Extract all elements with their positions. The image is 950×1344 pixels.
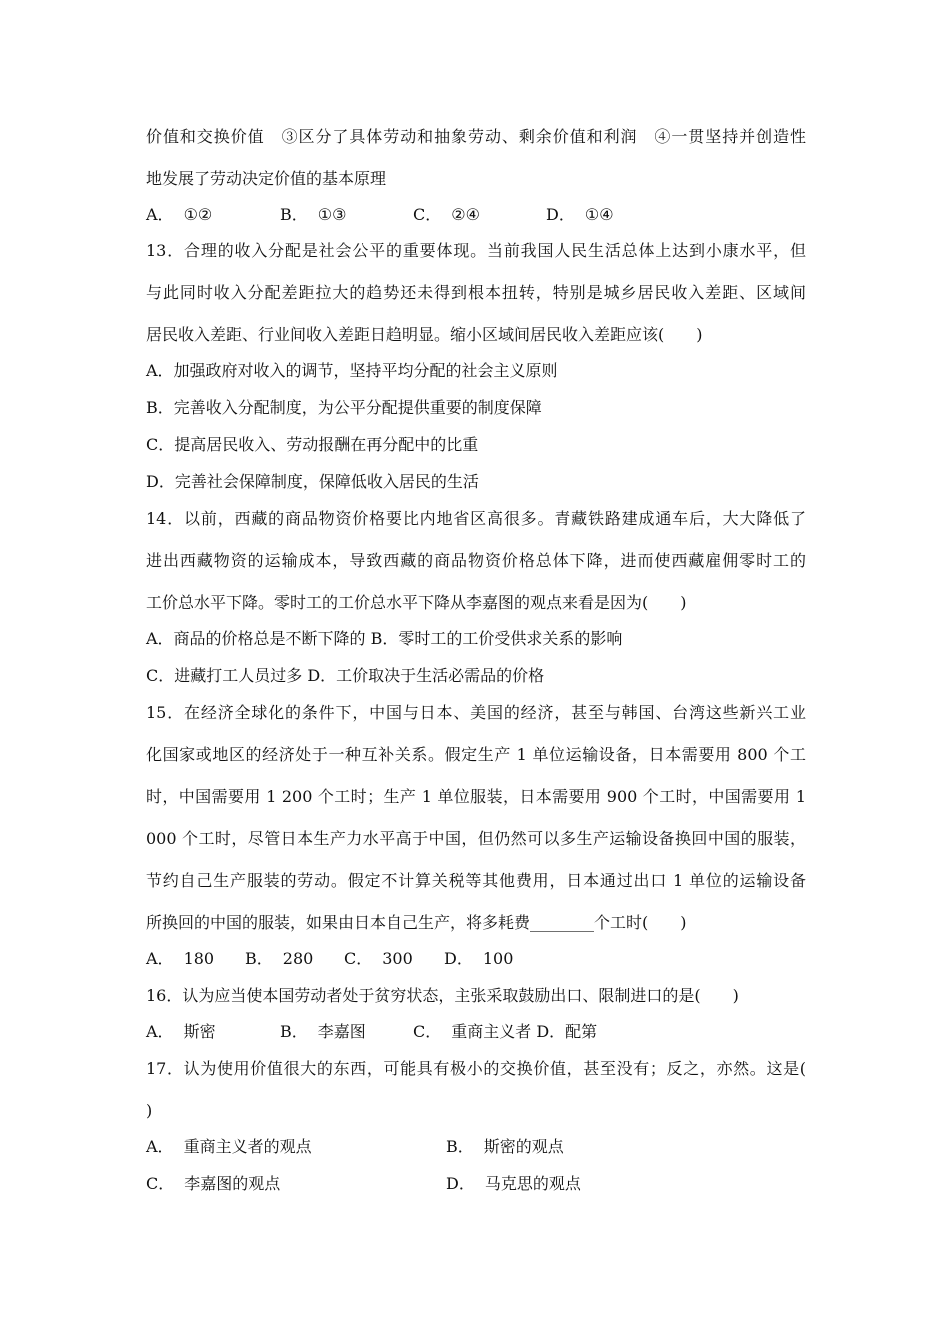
option-letter: D． bbox=[546, 205, 575, 224]
option-letter: A． bbox=[146, 205, 174, 224]
q17-text-line-1: 17．认为使用价值很大的东西，可能具有极小的交换价值，甚至没有；反之，亦然。这是( bbox=[146, 1059, 806, 1078]
option-text: 300 bbox=[382, 949, 413, 968]
q13-option-d: D．完善社会保障制度，保障低收入居民的生活 bbox=[146, 472, 479, 491]
option-text: ①③ bbox=[317, 205, 347, 224]
q13-option-c: C．提高居民收入、劳动报酬在再分配中的比重 bbox=[146, 435, 479, 454]
q14-options-cd: C．进藏打工人员过多 D．工价取决于生活必需品的价格 bbox=[146, 666, 545, 685]
q14-options-ab: A．商品的价格总是不断下降的 B．零时工的工价受供求关系的影响 bbox=[146, 629, 623, 648]
option-text: 李嘉图的观点 bbox=[184, 1174, 281, 1193]
q12-option-d bbox=[546, 205, 614, 225]
q17-option-a bbox=[146, 1137, 312, 1157]
q13-option-a: A．加强政府对收入的调节，坚持平均分配的社会主义原则 bbox=[146, 361, 558, 380]
option-text: 李嘉图 bbox=[317, 1022, 366, 1041]
option-text: 280 bbox=[282, 949, 314, 968]
q13-text-line-2: 与此同时收入分配差距拉大的趋势还未得到根本扭转，特别是城乡居民收入差距、区域间 bbox=[146, 283, 806, 302]
q16-text-line-1: 16．认为应当使本国劳动者处于贫穷状态，主张采取鼓励出口、限制进口的是( ) bbox=[146, 986, 739, 1005]
q17-option-b bbox=[446, 1137, 564, 1157]
q13-text-line-1: 13．合理的收入分配是社会公平的重要体现。当前我国人民生活总体上达到小康水平，但 bbox=[146, 241, 806, 260]
option-letter: C． bbox=[146, 1174, 175, 1193]
q12-text-line-2: 地发展了劳动决定价值的基本原理 bbox=[146, 169, 387, 188]
q17-text-line-2: ) bbox=[146, 1101, 153, 1120]
option-letter: A． bbox=[146, 949, 174, 968]
q15-text-line-6: 所换回的中国的服装，如果由日本自己生产，将多耗费________个工时( ) bbox=[146, 913, 687, 932]
q14-text-line-1: 14．以前，西藏的商品物资价格要比内地省区高很多。青藏铁路建成通车后，大大降低了 bbox=[146, 509, 806, 528]
option-text: ②④ bbox=[451, 205, 480, 224]
q15-text-line-4: 000 个工时，尽管日本生产力水平高于中国，但仍然可以多生产运输设备换回中国的服装， bbox=[146, 829, 806, 848]
option-letter: B． bbox=[446, 1137, 474, 1156]
q15-option-c bbox=[344, 949, 413, 969]
option-text: 重商主义者 D．配第 bbox=[451, 1022, 598, 1041]
q14-text-line-2: 进出西藏物资的运输成本，导致西藏的商品物资价格总体下降，进而使西藏雇佣零时工的 bbox=[146, 551, 806, 570]
option-letter: C． bbox=[344, 949, 373, 968]
q15-text-line-5: 节约自己生产服装的劳动。假定不计算关税等其他费用，日本通过出口 1 单位的运输设备 bbox=[146, 871, 806, 890]
q14-text-line-3: 工价总水平下降。零时工的工价总水平下降从李嘉图的观点来看是因为( ) bbox=[146, 593, 687, 612]
q15-option-a bbox=[146, 949, 214, 969]
q15-text-line-2: 化国家或地区的经济处于一种互补关系。假定生产 1 单位运输设备，日本需要用 800 个工 bbox=[146, 745, 806, 764]
q13-text-line-3: 居民收入差距、行业间收入差距日趋明显。缩小区域间居民收入差距应该( ) bbox=[146, 325, 703, 344]
option-letter: D． bbox=[444, 949, 473, 968]
option-letter: C． bbox=[413, 1022, 442, 1041]
q15-option-b bbox=[245, 949, 313, 969]
q12-option-a bbox=[146, 205, 212, 225]
q15-option-d bbox=[444, 949, 513, 969]
option-letter: B． bbox=[280, 1022, 308, 1041]
q17-option-d bbox=[446, 1174, 581, 1194]
option-text: 斯密 bbox=[183, 1022, 216, 1041]
q12-option-c bbox=[413, 205, 480, 225]
q12-option-b bbox=[280, 205, 346, 225]
option-letter: B． bbox=[245, 949, 273, 968]
option-text: 100 bbox=[482, 949, 514, 968]
q13-option-b: B．完善收入分配制度，为公平分配提供重要的制度保障 bbox=[146, 398, 542, 417]
option-letter: D． bbox=[446, 1174, 475, 1193]
option-text: 斯密的观点 bbox=[483, 1137, 564, 1156]
option-letter: C． bbox=[413, 205, 442, 224]
option-text: ①④ bbox=[584, 205, 614, 224]
q12-text-line-1: 价值和交换价值 ③区分了具体劳动和抽象劳动、剩余价值和利润 ④一贯坚持并创造性 bbox=[146, 127, 806, 146]
q16-option-cd bbox=[413, 1022, 597, 1042]
q15-text-line-3: 时，中国需要用 1 200 个工时；生产 1 单位服装，日本需要用 900 个工时，中国需要用 1 bbox=[146, 787, 806, 806]
q16-option-b bbox=[280, 1022, 366, 1042]
q17-option-c bbox=[146, 1174, 280, 1194]
q15-text-line-1: 15．在经济全球化的条件下，中国与日本、美国的经济，甚至与韩国、台湾这些新兴工业 bbox=[146, 703, 806, 722]
option-letter: B． bbox=[280, 205, 308, 224]
option-text: ①② bbox=[183, 205, 213, 224]
option-letter: A． bbox=[146, 1137, 174, 1156]
option-text: 马克思的观点 bbox=[484, 1174, 581, 1193]
option-text: 180 bbox=[183, 949, 215, 968]
option-text: 重商主义者的观点 bbox=[183, 1137, 312, 1156]
option-letter: A． bbox=[146, 1022, 174, 1041]
q16-option-a bbox=[146, 1022, 216, 1042]
